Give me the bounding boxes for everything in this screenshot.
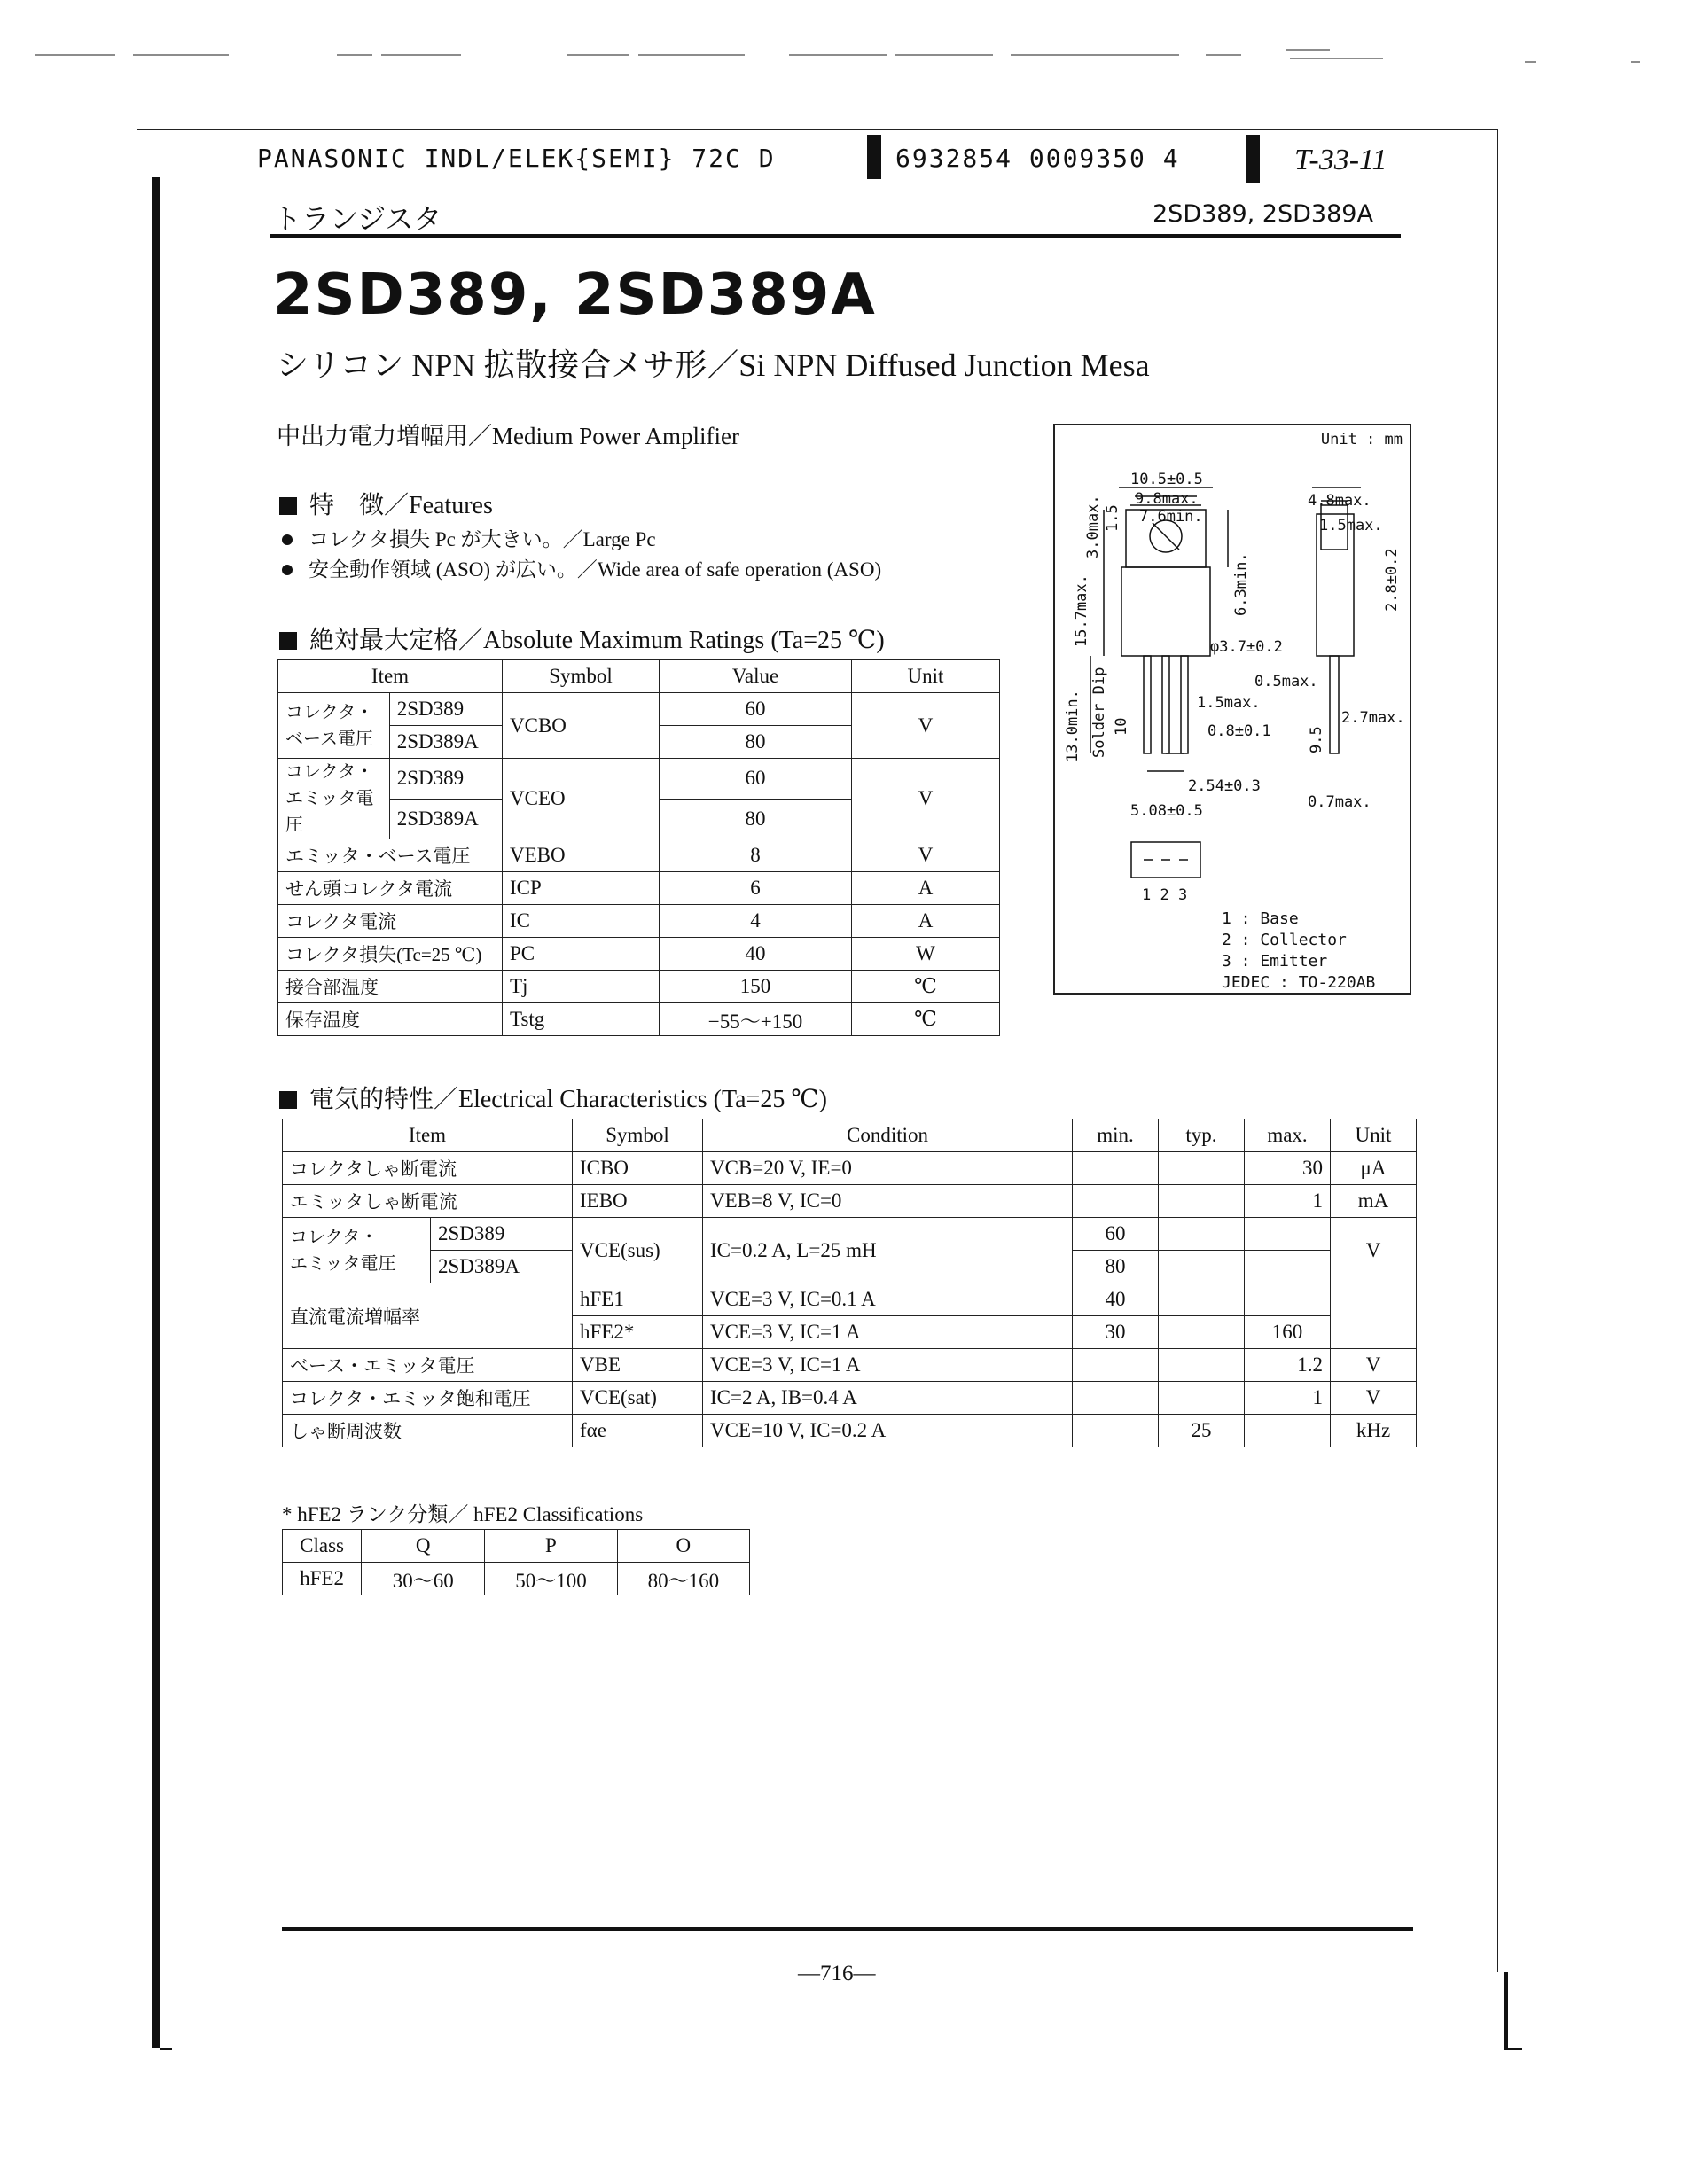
features-heading-text: 特 徴／Features <box>309 492 493 519</box>
item-cell: エミッタしゃ断電流 <box>283 1185 573 1218</box>
value-cell: 80 <box>660 799 852 839</box>
legend-jedec: JEDEC : TO-220AB <box>1222 973 1376 992</box>
item-line-2: エミッタ電圧 <box>290 1253 396 1274</box>
dim-lead-root: 1.5max. <box>1197 694 1261 712</box>
sub-cell: 2SD389 <box>389 693 502 726</box>
footer-rule <box>282 1927 1413 1931</box>
col-p: P <box>485 1530 617 1563</box>
col-q: Q <box>362 1530 485 1563</box>
dim-lead-width: 0.8±0.1 <box>1207 722 1271 740</box>
item-cell: 保存温度 <box>278 1003 503 1036</box>
col-symbol: Symbol <box>503 660 660 693</box>
value-cell: 60 <box>660 759 852 800</box>
col-min: min. <box>1073 1119 1159 1152</box>
table-header-row <box>283 1119 1417 1152</box>
table-header-row <box>278 660 1000 693</box>
frame-left-bar <box>152 177 160 2048</box>
legend-base: 1 : Base <box>1222 909 1299 928</box>
item-cell: コレクタ電流 <box>278 905 503 938</box>
unit-cell: ℃ <box>852 1003 1000 1036</box>
hfe-heading: * hFE2 ランク分類／ hFE2 Classifications <box>282 1503 644 1525</box>
item-cell <box>283 1218 431 1283</box>
application: 中出力電力増幅用／Medium Power Amplifier <box>277 423 739 449</box>
condition-cell: VCE=3 V, IC=1 A <box>703 1316 1073 1349</box>
min-cell <box>1073 1415 1159 1447</box>
col-typ: typ. <box>1159 1119 1245 1152</box>
header-parts-right: 2SD389, 2SD389A <box>1153 200 1373 228</box>
table-row <box>283 1185 1417 1218</box>
min-cell: 30 <box>1073 1316 1159 1349</box>
symbol-cell: VCEO <box>503 759 660 839</box>
header-code-line2: 6932854 0009350 4 <box>895 144 1180 173</box>
max-cell: 30 <box>1245 1152 1331 1185</box>
section-square-icon <box>279 1091 297 1109</box>
elec-heading-text: 電気的特性／Electrical Characteristics (Ta=25 ℃) <box>309 1086 827 1113</box>
bullet-icon <box>282 534 293 545</box>
table-row <box>283 1563 750 1595</box>
value-cell: 80 <box>660 726 852 759</box>
table-row <box>278 971 1000 1003</box>
dim-side-lead-len: 9.5 <box>1308 726 1325 753</box>
max-cell <box>1245 1251 1331 1283</box>
header-black-block-2 <box>1246 135 1260 183</box>
condition-cell: VCE=3 V, IC=0.1 A <box>703 1283 1073 1316</box>
dim-tab: 1.5 <box>1104 504 1121 532</box>
max-cell: 1 <box>1245 1185 1331 1218</box>
min-cell <box>1073 1349 1159 1382</box>
symbol-cell: VCE(sus) <box>573 1218 703 1283</box>
dim-side-tab: 1.5max. <box>1319 517 1383 534</box>
abs-max-heading <box>279 620 885 656</box>
typ-cell <box>1159 1382 1245 1415</box>
max-cell <box>1245 1218 1331 1251</box>
sub-cell: 2SD389A <box>389 726 502 759</box>
table-row <box>283 1283 1417 1316</box>
to220-outline <box>1055 425 1410 993</box>
unit-cell: V <box>1331 1382 1417 1415</box>
typ-cell <box>1159 1283 1245 1316</box>
symbol-cell: Tstg <box>503 1003 660 1036</box>
header-code-text: PANASONIC INDL/ELEK{SEMI} 72C D <box>257 144 776 173</box>
abs-max-heading-text: 絶対最大定格／Absolute Maximum Ratings (Ta=25 ℃) <box>309 627 885 654</box>
table-row <box>283 1218 1417 1251</box>
symbol-cell: IEBO <box>573 1185 703 1218</box>
value-cell: −55～+150 <box>660 1003 852 1036</box>
typ-cell <box>1159 1152 1245 1185</box>
unit-cell: ℃ <box>852 971 1000 1003</box>
symbol-cell: hFE2* <box>573 1316 703 1349</box>
symbol-cell: VCE(sat) <box>573 1382 703 1415</box>
dim-width: 10.5±0.5 <box>1130 471 1203 488</box>
pin-legend <box>1222 909 1375 994</box>
dim-side-tab-thk: 2.8±0.2 <box>1383 548 1401 612</box>
symbol-cell: VCBO <box>503 693 660 759</box>
condition-cell: VEB=8 V, IC=0 <box>703 1185 1073 1218</box>
frame-right-line <box>1497 129 1498 1972</box>
package-drawing <box>1053 424 1411 994</box>
max-cell: 1 <box>1245 1382 1331 1415</box>
item-cell: 接合部温度 <box>278 971 503 1003</box>
dim-tab-max: 3.0max. <box>1084 495 1102 558</box>
col-max: max. <box>1245 1119 1331 1152</box>
dim-10: 10 <box>1113 717 1130 736</box>
value-cell: 4 <box>660 905 852 938</box>
item-cell: エミッタ・ベース電圧 <box>278 839 503 872</box>
value-cell: 8 <box>660 839 852 872</box>
min-cell: 40 <box>1073 1283 1159 1316</box>
page-title: 2SD389, 2SD389A <box>273 262 877 328</box>
col-symbol: Symbol <box>573 1119 703 1152</box>
table-header-row <box>283 1530 750 1563</box>
table-row <box>283 1152 1417 1185</box>
min-cell <box>1073 1382 1159 1415</box>
unit-cell <box>1331 1283 1417 1349</box>
dim-pitch2: 5.08±0.5 <box>1130 802 1203 820</box>
hfe-table <box>282 1529 750 1595</box>
value-cell: 60 <box>660 693 852 726</box>
item-cell: コレクタしゃ断電流 <box>283 1152 573 1185</box>
category-jp: トランジスタ <box>273 202 442 236</box>
dim-lead-length: 13.0min. <box>1064 690 1082 762</box>
typ-cell <box>1159 1251 1245 1283</box>
legend-emitter: 3 : Emitter <box>1222 952 1328 971</box>
min-cell <box>1073 1152 1159 1185</box>
value-cell: 150 <box>660 971 852 1003</box>
dim-pitch: 2.54±0.3 <box>1188 777 1261 795</box>
scan-noise-top <box>0 35 1688 71</box>
subtitle: シリコン NPN 拡散接合メサ形／Si NPN Diffused Junction Mesa <box>277 347 1150 383</box>
header-black-block-1 <box>867 135 881 179</box>
frame-top-line <box>137 129 1498 130</box>
sub-cell: 2SD389A <box>389 799 502 839</box>
unit-cell: V <box>852 759 1000 839</box>
col-unit: Unit <box>852 660 1000 693</box>
feature-text-2: 安全動作領域 (ASO) が広い。／Wide area of safe operation (ASO) <box>309 558 882 581</box>
unit-cell: V <box>1331 1218 1417 1283</box>
value-o: 80～160 <box>617 1563 749 1595</box>
sub-cell: 2SD389 <box>389 759 502 800</box>
dim-body-height: 15.7max. <box>1073 574 1090 647</box>
item-cell: しゃ断周波数 <box>283 1415 573 1447</box>
min-cell: 80 <box>1073 1251 1159 1283</box>
table-row <box>278 905 1000 938</box>
value-q: 30～60 <box>362 1563 485 1595</box>
table-row <box>278 759 1000 800</box>
symbol-cell: VEBO <box>503 839 660 872</box>
item-cell: コレクタ・エミッタ飽和電圧 <box>283 1382 573 1415</box>
unit-cell: V <box>1331 1349 1417 1382</box>
item-line-1: コレクタ・ <box>285 762 374 782</box>
dim-width-max: 9.8max. <box>1135 490 1199 508</box>
pin-numbers: 1 2 3 <box>1142 886 1188 904</box>
typ-cell <box>1159 1218 1245 1251</box>
col-unit: Unit <box>1331 1119 1417 1152</box>
col-item: Item <box>278 660 503 693</box>
features-heading <box>279 486 493 521</box>
value-p: 50～100 <box>485 1563 617 1595</box>
value-cell: 6 <box>660 872 852 905</box>
sub-cell: 2SD389A <box>431 1251 573 1283</box>
table-row <box>278 872 1000 905</box>
item-cell: 直流電流増幅率 <box>283 1283 573 1349</box>
unit-cell: μA <box>1331 1152 1417 1185</box>
sub-cell: 2SD389 <box>431 1218 573 1251</box>
left-corner-foot <box>160 2048 172 2050</box>
col-condition: Condition <box>703 1119 1073 1152</box>
section-square-icon <box>279 497 297 515</box>
item-line-1: コレクタ・ <box>285 702 374 722</box>
min-cell <box>1073 1185 1159 1218</box>
value-cell: 40 <box>660 938 852 971</box>
unit-label: Unit : mm <box>1320 431 1403 448</box>
condition-cell: VCE=3 V, IC=1 A <box>703 1349 1073 1382</box>
typ-cell <box>1159 1185 1245 1218</box>
page-number: —716— <box>798 1962 876 1985</box>
row-label: hFE2 <box>283 1563 362 1595</box>
min-cell: 60 <box>1073 1218 1159 1251</box>
dim-lead-thk: 0.5max. <box>1254 673 1318 690</box>
abs-max-table <box>277 659 1000 1036</box>
dim-solder-dip: Solder Dip <box>1090 667 1108 758</box>
dim-side-lead-thk: 0.7max. <box>1308 793 1372 811</box>
bullet-icon <box>282 565 293 575</box>
item-line-2: エミッタ電圧 <box>285 789 374 835</box>
table-row <box>278 839 1000 872</box>
unit-cell: kHz <box>1331 1415 1417 1447</box>
dim-hole-height: 6.3min. <box>1232 552 1250 616</box>
table-row <box>283 1415 1417 1447</box>
item-cell <box>278 759 390 839</box>
unit-cell: A <box>852 905 1000 938</box>
unit-cell: mA <box>1331 1185 1417 1218</box>
symbol-cell: hFE1 <box>573 1283 703 1316</box>
item-cell <box>278 693 390 759</box>
elec-table <box>282 1119 1417 1447</box>
item-cell: ベース・エミッタ電圧 <box>283 1349 573 1382</box>
dim-side-width: 4.8max. <box>1308 492 1372 510</box>
item-line-1: コレクタ・ <box>290 1227 379 1247</box>
symbol-cell: PC <box>503 938 660 971</box>
col-o: O <box>617 1530 749 1563</box>
symbol-cell: ICP <box>503 872 660 905</box>
feature-item-2 <box>282 553 881 582</box>
max-cell: 1.2 <box>1245 1349 1331 1382</box>
symbol-cell: Tj <box>503 971 660 1003</box>
table-row <box>278 1003 1000 1036</box>
typ-cell <box>1159 1349 1245 1382</box>
feature-text-1: コレクタ損失 Pc が大きい。／Large Pc <box>309 528 656 550</box>
elec-heading <box>279 1080 827 1115</box>
condition-cell: IC=2 A, IB=0.4 A <box>703 1382 1073 1415</box>
item-line-2: ベース電圧 <box>285 729 373 749</box>
dim-hole-dia: φ3.7±0.2 <box>1210 638 1283 656</box>
legend-collector: 2 : Collector <box>1222 931 1347 949</box>
item-cell: コレクタ損失(Tc=25 ℃) <box>278 938 503 971</box>
max-cell <box>1245 1283 1331 1316</box>
typ-cell <box>1159 1316 1245 1349</box>
corner-mark-foot <box>1504 2048 1522 2050</box>
unit-cell: V <box>852 693 1000 759</box>
table-row <box>278 693 1000 726</box>
symbol-cell: ICBO <box>573 1152 703 1185</box>
section-square-icon <box>279 632 297 650</box>
table-row <box>278 938 1000 971</box>
unit-cell: W <box>852 938 1000 971</box>
col-value: Value <box>660 660 852 693</box>
corner-mark <box>1504 1972 1508 2048</box>
table-row <box>283 1349 1417 1382</box>
handwritten-note: T-33-11 <box>1294 144 1387 176</box>
col-item: Item <box>283 1119 573 1152</box>
unit-cell: V <box>852 839 1000 872</box>
col-class: Class <box>283 1530 362 1563</box>
condition-cell: IC=0.2 A, L=25 mH <box>703 1218 1073 1283</box>
symbol-cell: IC <box>503 905 660 938</box>
header-rule <box>270 234 1401 238</box>
dim-hole-width: 7.6min. <box>1139 508 1203 526</box>
dim-side-lead: 2.7max. <box>1341 709 1405 727</box>
max-cell: 160 <box>1245 1316 1331 1349</box>
max-cell <box>1245 1415 1331 1447</box>
condition-cell: VCB=20 V, IE=0 <box>703 1152 1073 1185</box>
unit-cell: A <box>852 872 1000 905</box>
symbol-cell: fαe <box>573 1415 703 1447</box>
symbol-cell: VBE <box>573 1349 703 1382</box>
header-code-line <box>257 144 776 173</box>
item-cell: せん頭コレクタ電流 <box>278 872 503 905</box>
condition-cell: VCE=10 V, IC=0.2 A <box>703 1415 1073 1447</box>
typ-cell: 25 <box>1159 1415 1245 1447</box>
table-row <box>283 1382 1417 1415</box>
feature-item-1 <box>282 523 656 552</box>
